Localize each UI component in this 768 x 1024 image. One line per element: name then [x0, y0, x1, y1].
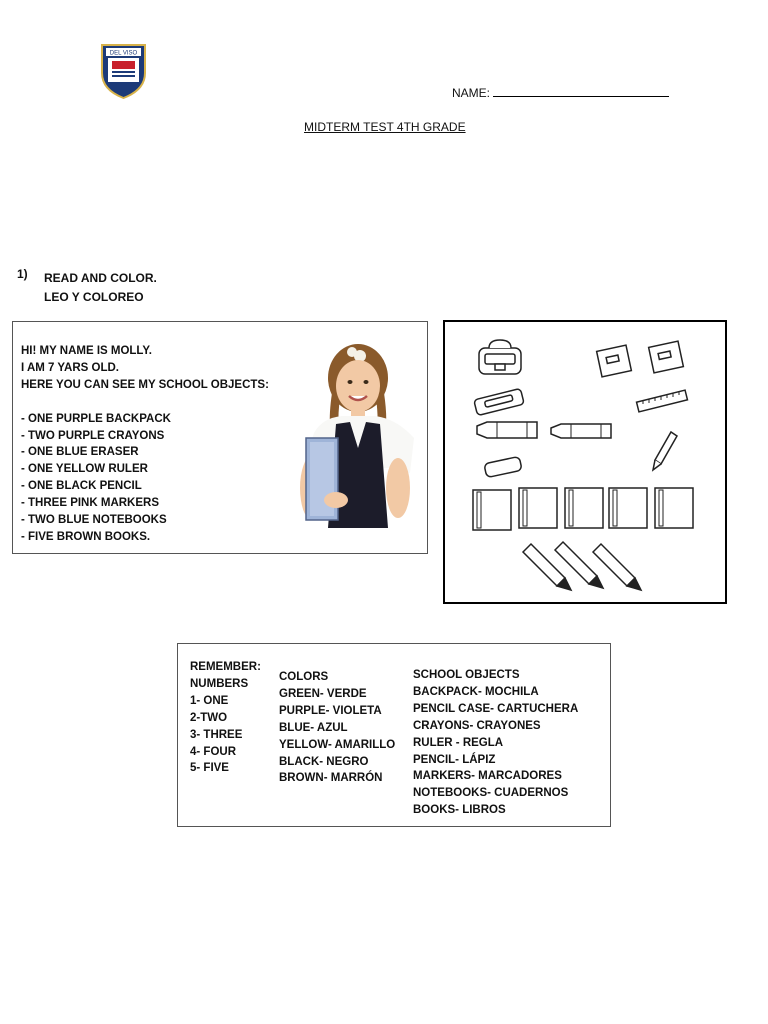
color-item: BLUE- AZUL	[279, 721, 348, 734]
school-object-item: RULER - REGLA	[413, 736, 504, 749]
question-number: 1)	[17, 267, 28, 281]
molly-line: - TWO PURPLE CRAYONS	[21, 429, 165, 442]
notebook-icon[interactable]	[597, 345, 632, 377]
name-label: NAME:	[452, 86, 491, 100]
color-item: YELLOW- AMARILLO	[279, 738, 396, 751]
book-icon[interactable]	[609, 488, 647, 528]
number-item: 4- FOUR	[190, 745, 236, 758]
color-item: BROWN- MARRÓN	[279, 772, 383, 785]
molly-line: - THREE PINK MARKERS	[21, 497, 160, 510]
molly-line: - ONE BLUE ERASER	[21, 446, 139, 459]
numbers-heading: REMEMBER:	[190, 661, 261, 673]
pencil-case-icon[interactable]	[474, 388, 524, 415]
numbers-column	[190, 659, 261, 777]
school-object-item: PENCIL CASE- CARTUCHERA	[413, 702, 579, 715]
molly-line: HI! MY NAME IS MOLLY.	[21, 345, 152, 357]
school-object-item: BOOKS- LIBROS	[413, 804, 506, 817]
molly-line: - ONE PURPLE BACKPACK	[21, 412, 171, 425]
color-item: GREEN- VERDE	[279, 687, 367, 700]
book-icon[interactable]	[519, 488, 557, 528]
molly-line: I AM 7 YARS OLD.	[21, 361, 119, 374]
name-blank-line[interactable]	[493, 86, 669, 97]
logo-text: DEL VISO	[109, 50, 138, 57]
school-objects-picture	[443, 320, 727, 604]
instruction-spanish: LEO Y COLOREO	[44, 290, 144, 304]
number-item: 1- ONE	[190, 694, 229, 707]
molly-line: - ONE BLACK PENCIL	[21, 480, 142, 493]
instruction-english: READ AND COLOR.	[44, 271, 157, 285]
school-logo	[100, 43, 147, 99]
eraser-icon[interactable]	[484, 456, 522, 477]
book-icon[interactable]	[565, 488, 603, 528]
school-object-item: PENCIL- LÁPIZ	[413, 753, 496, 766]
molly-line: - ONE YELLOW RULER	[21, 463, 148, 476]
notebook-icon[interactable]	[649, 341, 684, 373]
molly-description	[21, 343, 269, 546]
pencil-icon[interactable]	[653, 432, 677, 470]
school-objects-heading: SCHOOL OBJECTS	[413, 669, 520, 681]
question-instructions	[44, 269, 157, 307]
molly-line: - TWO BLUE NOTEBOOKS	[21, 514, 167, 527]
book-icon[interactable]	[655, 488, 693, 528]
molly-line: - FIVE BROWN BOOKS.	[21, 530, 151, 543]
molly-line: HERE YOU CAN SEE MY SCHOOL OBJECTS:	[21, 378, 269, 391]
backpack-icon[interactable]	[479, 340, 521, 374]
numbers-subheading: NUMBERS	[190, 677, 249, 690]
school-objects-column	[413, 667, 578, 819]
color-item: BLACK- NEGRO	[279, 755, 369, 768]
number-item: 3- THREE	[190, 728, 243, 741]
crayon-icon[interactable]	[477, 422, 537, 438]
school-object-item: BACKPACK- MOCHILA	[413, 685, 539, 698]
school-object-item: CRAYONS- CRAYONES	[413, 719, 541, 732]
book-icon[interactable]	[473, 490, 511, 530]
colors-heading: COLORS	[279, 671, 329, 683]
school-object-item: MARKERS- MARCADORES	[413, 770, 562, 783]
crayon-icon[interactable]	[551, 424, 611, 438]
colors-column	[279, 669, 395, 787]
number-item: 5- FIVE	[190, 762, 229, 775]
color-item: PURPLE- VIOLETA	[279, 704, 382, 717]
page-title: MIDTERM TEST 4TH GRADE	[304, 120, 466, 134]
number-item: 2-TWO	[190, 711, 228, 724]
name-field	[452, 86, 669, 100]
schoolgirl-image	[292, 338, 422, 534]
molly-line	[21, 394, 269, 411]
school-object-item: NOTEBOOKS- CUADERNOS	[413, 787, 569, 800]
ruler-icon[interactable]	[637, 390, 688, 412]
